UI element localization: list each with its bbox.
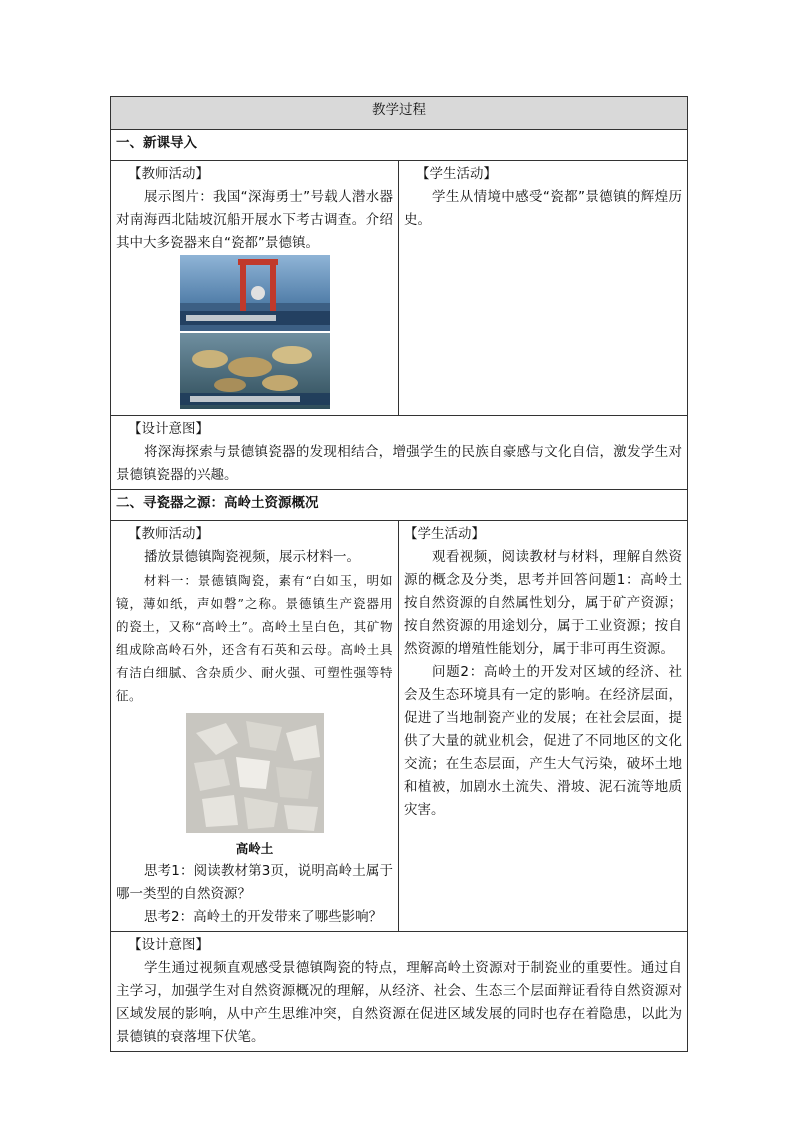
design-intent-label: 【设计意图】 (128, 421, 209, 437)
student-activity-label: 【学生活动】 (416, 166, 497, 182)
section1-student-cell (399, 161, 688, 416)
kaolin-photo (186, 713, 324, 833)
teaching-process-table (110, 96, 688, 1052)
design-intent-text: 将深海探索与景德镇瓷器的发现相结合，增强学生的民族自豪感与文化自信，激发学生对景德镇瓷器的兴趣。 (116, 444, 682, 483)
material-one-text: 材料一：景德镇陶瓷，素有“白如玉，明如镜，薄如纸，声如磬”之称。景德镇生产瓷器用的瓷土，又称“高岭土”。高岭土呈白色，其矿物组成除高岭石外，还含有石英和云母。高岭土具有洁白细腻、含杂质少、耐火强、可塑性强等特征。 (116, 573, 393, 703)
teacher-activity-text: 播放景德镇陶瓷视频，展示材料一。 (144, 549, 360, 565)
teacher-activity-label: 【教师活动】 (128, 166, 209, 182)
table-header: 教学过程 (111, 97, 688, 130)
section2-design-cell (111, 932, 688, 1052)
think-question-1: 思考1：阅读教材第3页，说明高岭土属于哪一类型的自然资源？ (116, 863, 393, 902)
think-question-2: 思考2：高岭土的开发带来了哪些影响？ (144, 909, 383, 925)
student-answer-1: 观看视频，阅读教材与材料，理解自然资源的概念及分类，思考并回答问题1：高岭土按自然资源的自然属性划分，属于矿产资源；按自然资源的用途划分，属于工业资源；按自然资源的增殖性能划分，属于非可再生资源。 (404, 549, 682, 657)
section1-teacher-cell (111, 161, 399, 416)
student-activity-text: 学生从情境中感受“瓷都”景德镇的辉煌历史。 (404, 189, 682, 228)
kaolin-caption: 高岭土 (235, 841, 274, 856)
section2-student-cell (399, 521, 688, 932)
section2-teacher-cell (111, 521, 399, 932)
section1-design-cell (111, 416, 688, 490)
student-activity-label: 【学生活动】 (404, 526, 485, 542)
student-answer-2: 问题2：高岭土的开发对区域的经济、社会及生态环境具有一定的影响。在经济层面，促进了当地制瓷产业的发展；在社会层面，提供了大量的就业机会，促进了不同地区的文化交流；在生态层面，产生大气污染，破坏土地和植被，加剧水土流失、滑坡、泥石流等地质灾害。 (404, 664, 682, 818)
deep-sea-photo (180, 255, 330, 409)
section1-title: 一、新课导入 (111, 130, 688, 161)
teacher-activity-text: 展示图片：我国“深海勇士”号载人潜水器对南海西北陆坡沉船开展水下考古调查。介绍其中大多瓷器来自“瓷都”景德镇。 (116, 189, 393, 251)
design-intent-text: 学生通过视频直观感受景德镇陶瓷的特点，理解高岭土资源对于制瓷业的重要性。通过自主学习，加强学生对自然资源概况的理解，从经济、社会、生态三个层面辩证看待自然资源对区域发展的影响，从中产生思维冲突，自然资源在促进区域发展的同时也存在着隐患，以此为景德镇的衰落埋下伏笔。 (116, 960, 682, 1045)
section2-title: 二、寻瓷器之源：高岭土资源概况 (111, 490, 688, 521)
teacher-activity-label: 【教师活动】 (128, 526, 209, 542)
design-intent-label: 【设计意图】 (128, 937, 209, 953)
